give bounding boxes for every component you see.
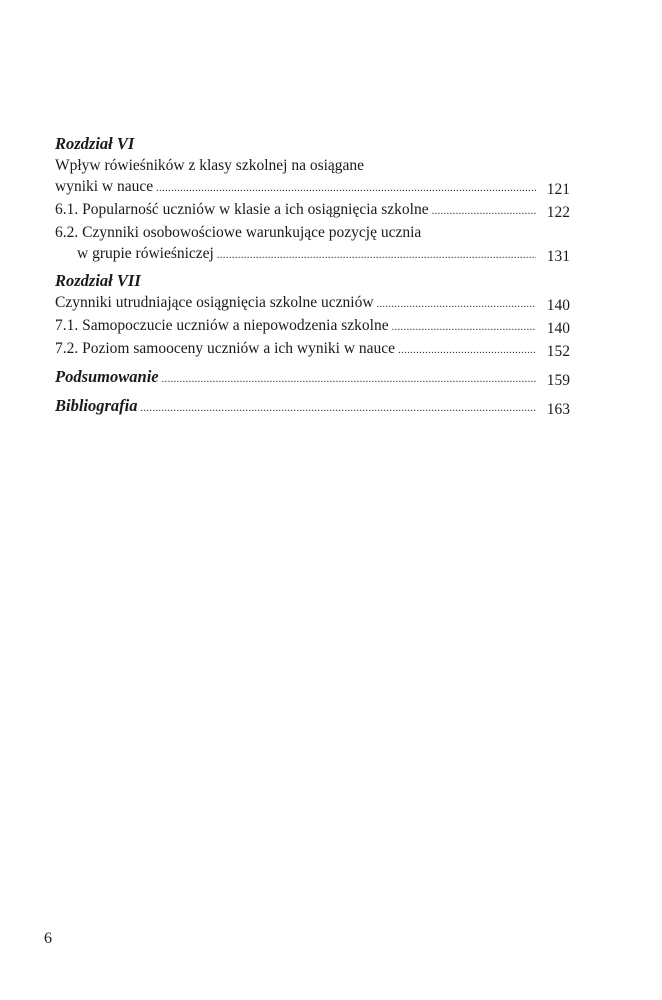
leader-dots bbox=[377, 294, 536, 315]
section-6-2-entry bbox=[55, 243, 570, 266]
entry-page: 163 bbox=[546, 401, 570, 418]
leader-dots bbox=[217, 245, 536, 266]
entry-page: 159 bbox=[546, 372, 570, 389]
summary-entry bbox=[55, 366, 570, 390]
leader-dots bbox=[392, 317, 536, 338]
entry-title: Czynniki utrudniające osiągnięcia szkolne uczniów bbox=[55, 294, 374, 311]
leader-dots bbox=[141, 398, 536, 419]
entry-page: 140 bbox=[546, 320, 570, 337]
entry-page: 122 bbox=[546, 204, 570, 221]
leader-dots bbox=[162, 369, 536, 390]
section-7-2-entry bbox=[55, 338, 570, 361]
entry-title: 6.1. Popularność uczniów w klasie a ich osiągnięcia szkolne bbox=[55, 201, 429, 218]
entry-title: w grupie rówieśniczej bbox=[77, 245, 214, 262]
chapter-6-intro-line1: Wpływ rówieśników z klasy szkolnej na osiągane bbox=[55, 157, 365, 174]
entry-title: 7.1. Samopoczucie uczniów a niepowodzenia szkolne bbox=[55, 317, 389, 334]
chapter-6-intro-entry bbox=[55, 176, 570, 199]
entry-title: 7.2. Poziom samooceny uczniów a ich wyniki w nauce bbox=[55, 340, 396, 357]
entry-page: 152 bbox=[546, 343, 570, 360]
entry-title: wyniki w nauce bbox=[55, 178, 154, 195]
chapter-7-intro-entry bbox=[55, 292, 570, 315]
entry-title: Podsumowanie bbox=[55, 367, 159, 386]
section-6-1-entry bbox=[55, 199, 570, 222]
entry-title: Bibliografia bbox=[55, 396, 138, 415]
section-7-1-entry bbox=[55, 315, 570, 338]
table-of-contents bbox=[55, 133, 570, 419]
chapter-6-heading: Rozdział VI bbox=[55, 134, 135, 153]
section-6-2-line1: 6.2. Czynniki osobowościowe warunkujące pozycję ucznia bbox=[55, 224, 422, 241]
page-number: 6 bbox=[44, 930, 52, 947]
bibliography-entry bbox=[55, 395, 570, 419]
entry-page: 131 bbox=[546, 248, 570, 265]
entry-page: 140 bbox=[546, 297, 570, 314]
chapter-7-heading: Rozdział VII bbox=[55, 271, 141, 290]
leader-dots bbox=[432, 201, 536, 222]
leader-dots bbox=[156, 178, 536, 199]
entry-page: 121 bbox=[546, 181, 570, 198]
leader-dots bbox=[398, 340, 536, 361]
